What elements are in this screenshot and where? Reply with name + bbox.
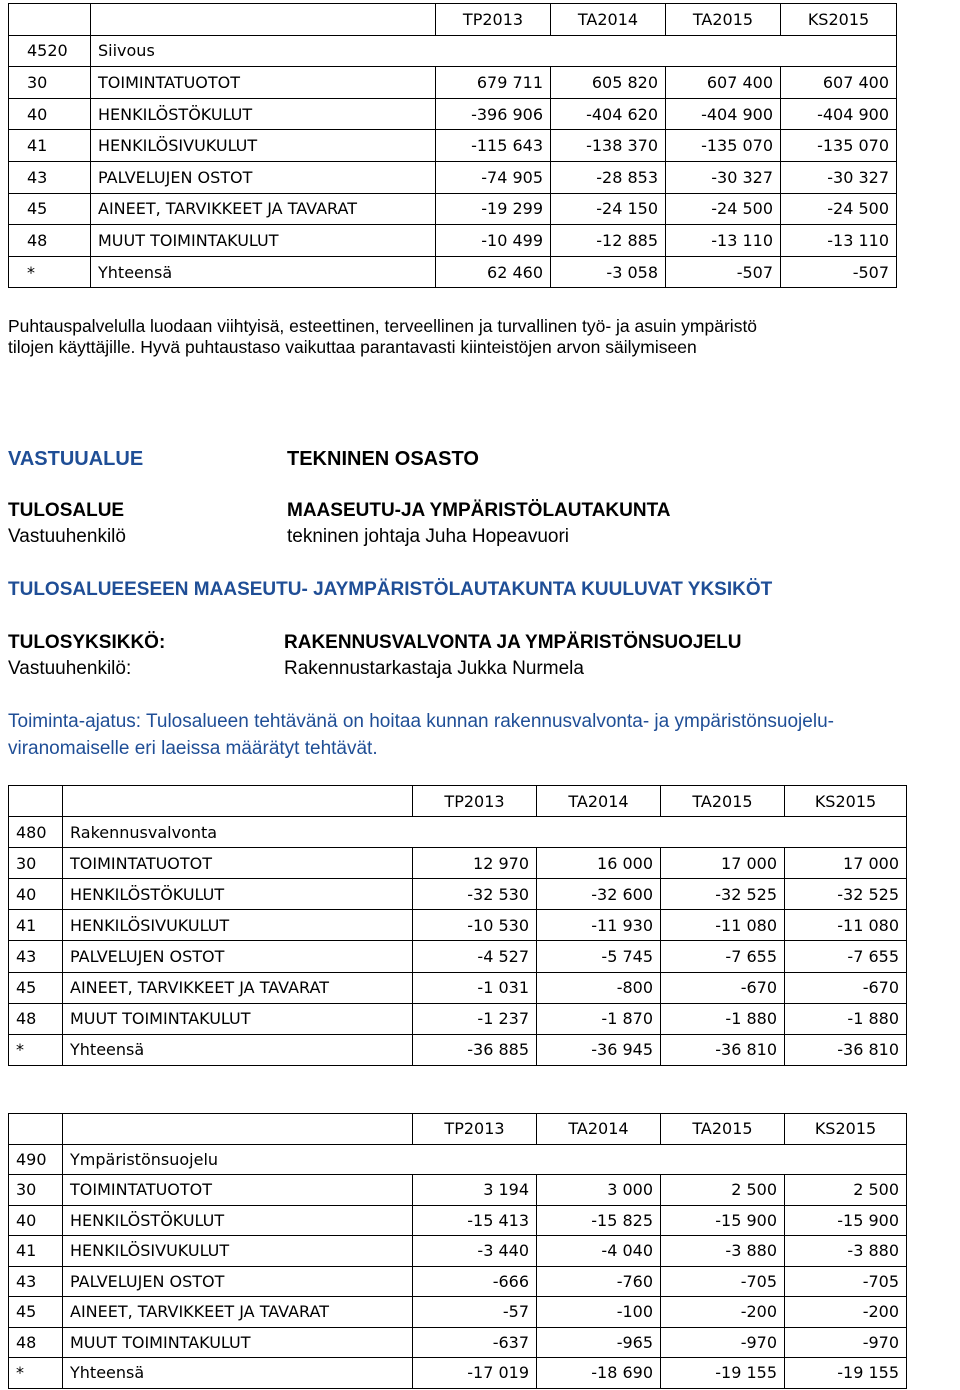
amount-cell: -115 643 xyxy=(436,130,551,162)
amount-cell: 679 711 xyxy=(436,67,551,99)
table-row xyxy=(9,1327,907,1358)
account-code: 41 xyxy=(9,1236,63,1267)
amount-cell: -3 880 xyxy=(785,1236,907,1267)
account-label: AINEET, TARVIKKEET JA TAVARAT xyxy=(63,1297,413,1328)
amount-cell: 12 970 xyxy=(413,848,537,879)
account-label: Yhteensä xyxy=(63,1358,413,1389)
table-row xyxy=(9,1034,907,1065)
budget-table-siivous xyxy=(8,3,897,288)
account-label: PALVELUJEN OSTOT xyxy=(91,161,436,193)
account-code: 40 xyxy=(9,879,63,910)
account-code: 40 xyxy=(9,1205,63,1236)
amount-cell: -15 900 xyxy=(661,1205,785,1236)
unit-name: Rakennusvalvonta xyxy=(63,817,907,848)
amount-cell: -637 xyxy=(413,1327,537,1358)
amount-cell: -4 527 xyxy=(413,941,537,972)
header-row xyxy=(9,4,897,36)
column-header: TA2015 xyxy=(661,1114,785,1145)
account-label: HENKILÖSIVUKULUT xyxy=(63,1236,413,1267)
vastuuhenkilo-value: tekninen johtaja Juha Hopeavuori xyxy=(287,526,570,547)
amount-cell: -13 110 xyxy=(781,225,897,257)
amount-cell: -800 xyxy=(537,972,661,1003)
amount-cell: -666 xyxy=(413,1266,537,1297)
column-header: TP2013 xyxy=(436,4,551,36)
unit-code: 490 xyxy=(9,1144,63,1175)
amount-cell: 607 400 xyxy=(666,67,781,99)
unit-row xyxy=(9,35,897,67)
table-row xyxy=(9,1358,907,1389)
column-header: TA2014 xyxy=(537,786,661,817)
account-code: 30 xyxy=(9,848,63,879)
budget-table-ymparistonsuojelu xyxy=(8,1113,907,1389)
amount-cell: -705 xyxy=(661,1266,785,1297)
amount-cell: -3 880 xyxy=(661,1236,785,1267)
amount-cell: -32 600 xyxy=(537,879,661,910)
amount-cell: -18 690 xyxy=(537,1358,661,1389)
amount-cell: -15 413 xyxy=(413,1205,537,1236)
column-header: TA2014 xyxy=(537,1114,661,1145)
account-code: 43 xyxy=(9,161,91,193)
amount-cell: 16 000 xyxy=(537,848,661,879)
amount-cell: -24 150 xyxy=(551,193,666,225)
amount-cell: -15 900 xyxy=(785,1205,907,1236)
account-label: PALVELUJEN OSTOT xyxy=(63,1266,413,1297)
header-empty-cell xyxy=(63,1114,413,1145)
amount-cell: -17 019 xyxy=(413,1358,537,1389)
unit-vastuuhenkilo-value: Rakennustarkastaja Jukka Nurmela xyxy=(284,658,584,679)
account-label: MUUT TOIMINTAKULUT xyxy=(91,225,436,257)
account-label: HENKILÖSTÖKULUT xyxy=(63,879,413,910)
amount-cell: -13 110 xyxy=(666,225,781,257)
amount-cell: -1 880 xyxy=(661,1003,785,1034)
tulosyksikko-label: TULOSYKSIKKÖ: xyxy=(8,632,166,653)
budget-table-rakennusvalvonta xyxy=(8,785,907,1066)
account-code: 40 xyxy=(9,98,91,130)
account-code: * xyxy=(9,1358,63,1389)
table-row xyxy=(9,1236,907,1267)
account-code: 41 xyxy=(9,130,91,162)
tulosyksikko-value: RAKENNUSVALVONTA JA YMPÄRISTÖNSUOJELU xyxy=(284,632,742,653)
account-label: Yhteensä xyxy=(63,1034,413,1065)
column-header: TA2014 xyxy=(551,4,666,36)
mission-text-line-2: viranomaiselle eri laeissa määrätyt tehtävät. xyxy=(8,738,378,759)
account-label: TOIMINTATUOTOT xyxy=(63,848,413,879)
table-row xyxy=(9,1297,907,1328)
unit-code: 4520 xyxy=(9,35,91,67)
amount-cell: -10 530 xyxy=(413,910,537,941)
amount-cell: -404 900 xyxy=(781,98,897,130)
account-code: 48 xyxy=(9,1003,63,1034)
header-row xyxy=(9,1114,907,1145)
table-row xyxy=(9,1003,907,1034)
description-line-2: tilojen käyttäjille. Hyvä puhtaustaso vaikuttaa parantavasti kiinteistöjen arvon säilymiseen xyxy=(8,337,697,357)
amount-cell: -36 810 xyxy=(661,1034,785,1065)
header-empty-cell xyxy=(9,786,63,817)
amount-cell: -15 825 xyxy=(537,1205,661,1236)
account-label: HENKILÖSIVUKULUT xyxy=(91,130,436,162)
vastuualue-label: VASTUUALUE xyxy=(8,448,144,470)
amount-cell: 17 000 xyxy=(785,848,907,879)
amount-cell: -3 440 xyxy=(413,1236,537,1267)
service-description xyxy=(8,316,953,358)
table-row xyxy=(9,941,907,972)
amount-cell: -3 058 xyxy=(551,256,666,288)
tulosalue-label: TULOSALUE xyxy=(8,500,125,521)
amount-cell: -74 905 xyxy=(436,161,551,193)
account-label: AINEET, TARVIKKEET JA TAVARAT xyxy=(91,193,436,225)
account-code: 48 xyxy=(9,1327,63,1358)
account-label: MUUT TOIMINTAKULUT xyxy=(63,1003,413,1034)
amount-cell: -138 370 xyxy=(551,130,666,162)
amount-cell: -32 525 xyxy=(661,879,785,910)
unit-name: Ympäristönsuojelu xyxy=(63,1144,907,1175)
amount-cell: -10 499 xyxy=(436,225,551,257)
amount-cell: -1 870 xyxy=(537,1003,661,1034)
unit-row xyxy=(9,1144,907,1175)
unit-name: Siivous xyxy=(91,35,897,67)
unit-row xyxy=(9,817,907,848)
mission-text-line-1: Tulosalueen tehtävänä on hoitaa kunnan rakennusvalvonta- ja ympäristönsuojelu- xyxy=(141,711,834,732)
account-label: PALVELUJEN OSTOT xyxy=(63,941,413,972)
amount-cell: -135 070 xyxy=(666,130,781,162)
tulosalue-value: MAASEUTU-JA YMPÄRISTÖLAUTAKUNTA xyxy=(287,500,671,521)
amount-cell: -19 155 xyxy=(661,1358,785,1389)
account-label: TOIMINTATUOTOT xyxy=(91,67,436,99)
vastuualue-value: TEKNINEN OSASTO xyxy=(287,448,479,470)
vastuuhenkilo-label: Vastuuhenkilö xyxy=(8,526,126,547)
mission-statement xyxy=(8,708,953,762)
account-code: 45 xyxy=(9,1297,63,1328)
table-row xyxy=(9,1205,907,1236)
account-label: HENKILÖSTÖKULUT xyxy=(63,1205,413,1236)
header-row xyxy=(9,786,907,817)
column-header: TP2013 xyxy=(413,786,537,817)
amount-cell: 3 000 xyxy=(537,1175,661,1206)
table-row xyxy=(9,1266,907,1297)
unit-code: 480 xyxy=(9,817,63,848)
header-empty-cell xyxy=(9,1114,63,1145)
amount-cell: -1 237 xyxy=(413,1003,537,1034)
amount-cell: -1 880 xyxy=(785,1003,907,1034)
amount-cell: 2 500 xyxy=(785,1175,907,1206)
account-label: AINEET, TARVIKKEET JA TAVARAT xyxy=(63,972,413,1003)
table-row xyxy=(9,256,897,288)
units-heading: TULOSALUEESEEN MAASEUTU- JAYMPÄRISTÖLAUTAKUNTA KUULUVAT YKSIKÖT xyxy=(8,579,773,600)
amount-cell: -28 853 xyxy=(551,161,666,193)
amount-cell: -970 xyxy=(785,1327,907,1358)
amount-cell: -30 327 xyxy=(666,161,781,193)
header-empty-cell xyxy=(63,786,413,817)
amount-cell: 2 500 xyxy=(661,1175,785,1206)
account-code: 43 xyxy=(9,1266,63,1297)
amount-cell: -12 885 xyxy=(551,225,666,257)
table-row xyxy=(9,130,897,162)
amount-cell: -7 655 xyxy=(785,941,907,972)
table-row xyxy=(9,225,897,257)
account-code: * xyxy=(9,1034,63,1065)
account-code: * xyxy=(9,256,91,288)
table-row xyxy=(9,972,907,1003)
table-row xyxy=(9,98,897,130)
amount-cell: -760 xyxy=(537,1266,661,1297)
amount-cell: -7 655 xyxy=(661,941,785,972)
amount-cell: 62 460 xyxy=(436,256,551,288)
table-row xyxy=(9,848,907,879)
amount-cell: -404 620 xyxy=(551,98,666,130)
amount-cell: -965 xyxy=(537,1327,661,1358)
account-code: 30 xyxy=(9,1175,63,1206)
amount-cell: 17 000 xyxy=(661,848,785,879)
amount-cell: -36 945 xyxy=(537,1034,661,1065)
amount-cell: 605 820 xyxy=(551,67,666,99)
account-code: 41 xyxy=(9,910,63,941)
account-label: HENKILÖSTÖKULUT xyxy=(91,98,436,130)
account-label: Yhteensä xyxy=(91,256,436,288)
column-header: KS2015 xyxy=(785,786,907,817)
amount-cell: -705 xyxy=(785,1266,907,1297)
account-code: 45 xyxy=(9,193,91,225)
amount-cell: -507 xyxy=(781,256,897,288)
account-code: 43 xyxy=(9,941,63,972)
amount-cell: -36 810 xyxy=(785,1034,907,1065)
amount-cell: -19 299 xyxy=(436,193,551,225)
amount-cell: -11 930 xyxy=(537,910,661,941)
amount-cell: -4 040 xyxy=(537,1236,661,1267)
table-row xyxy=(9,193,897,225)
amount-cell: -19 155 xyxy=(785,1358,907,1389)
amount-cell: -404 900 xyxy=(666,98,781,130)
amount-cell: -200 xyxy=(785,1297,907,1328)
amount-cell: 607 400 xyxy=(781,67,897,99)
amount-cell: 3 194 xyxy=(413,1175,537,1206)
amount-cell: -200 xyxy=(661,1297,785,1328)
amount-cell: -32 530 xyxy=(413,879,537,910)
column-header: KS2015 xyxy=(781,4,897,36)
column-header: KS2015 xyxy=(785,1114,907,1145)
column-header: TA2015 xyxy=(666,4,781,36)
amount-cell: -670 xyxy=(661,972,785,1003)
amount-cell: -24 500 xyxy=(781,193,897,225)
account-label: MUUT TOIMINTAKULUT xyxy=(63,1327,413,1358)
amount-cell: -670 xyxy=(785,972,907,1003)
table-row xyxy=(9,161,897,193)
unit-vastuuhenkilo-label: Vastuuhenkilö: xyxy=(8,658,132,679)
amount-cell: -36 885 xyxy=(413,1034,537,1065)
amount-cell: -24 500 xyxy=(666,193,781,225)
amount-cell: -970 xyxy=(661,1327,785,1358)
amount-cell: -11 080 xyxy=(661,910,785,941)
amount-cell: -100 xyxy=(537,1297,661,1328)
column-header: TA2015 xyxy=(661,786,785,817)
table-row xyxy=(9,67,897,99)
account-code: 45 xyxy=(9,972,63,1003)
table-row xyxy=(9,910,907,941)
header-empty-cell xyxy=(91,4,436,36)
amount-cell: -1 031 xyxy=(413,972,537,1003)
account-label: TOIMINTATUOTOT xyxy=(63,1175,413,1206)
header-empty-cell xyxy=(9,4,91,36)
amount-cell: -11 080 xyxy=(785,910,907,941)
amount-cell: -32 525 xyxy=(785,879,907,910)
description-line-1: Puhtauspalvelulla luodaan viihtyisä, esteettinen, terveellinen ja turvallinen työ- ja asuin ympäristö xyxy=(8,316,758,336)
amount-cell: -30 327 xyxy=(781,161,897,193)
account-code: 30 xyxy=(9,67,91,99)
mission-label: Toiminta-ajatus: xyxy=(8,711,142,732)
table-row xyxy=(9,879,907,910)
amount-cell: -5 745 xyxy=(537,941,661,972)
table-row xyxy=(9,1175,907,1206)
amount-cell: -507 xyxy=(666,256,781,288)
account-label: HENKILÖSIVUKULUT xyxy=(63,910,413,941)
column-header: TP2013 xyxy=(413,1114,537,1145)
amount-cell: -57 xyxy=(413,1297,537,1328)
account-code: 48 xyxy=(9,225,91,257)
amount-cell: -135 070 xyxy=(781,130,897,162)
amount-cell: -396 906 xyxy=(436,98,551,130)
